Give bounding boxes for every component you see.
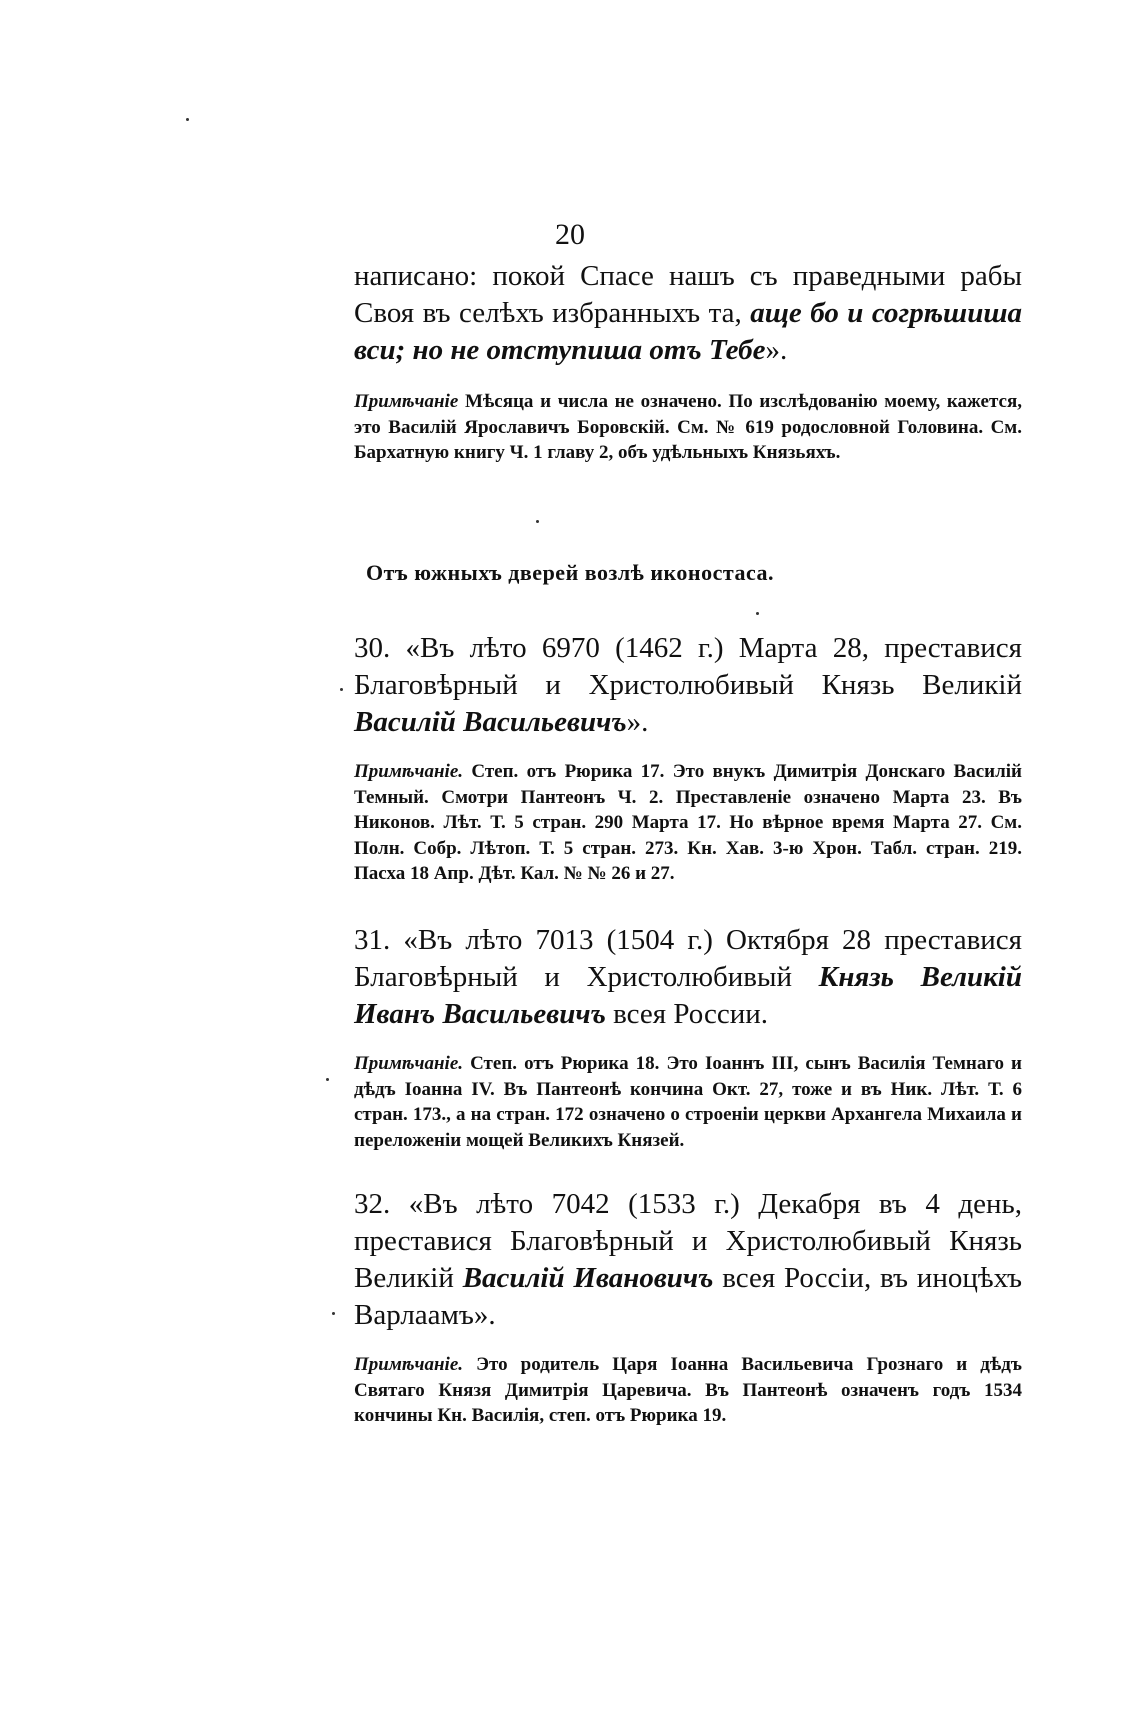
intro-text xyxy=(354,258,1022,369)
entry-32-text xyxy=(354,1186,1022,1334)
entry-30-end: ». xyxy=(626,706,649,738)
page-number: 20 xyxy=(555,218,585,251)
entry-30-note-label: Примѣчаніе. xyxy=(354,761,464,782)
entry-30-text-a: 30. «Въ лѣто 6970 (1462 г.) Марта 28, преставися Благовѣрный и Христолюбивый Князь Великій xyxy=(354,632,1022,701)
entry-31 xyxy=(354,922,1022,1153)
entry-31-text-a: 31. «Въ лѣто 7013 (1504 г.) Октября 28 преставися Благовѣрный и Христолюбивый xyxy=(354,924,1022,993)
entry-32-note-text: Это родитель Царя Іоанна Васильевича Грознаго и дѣдъ Святаго Князя Димитрія Царевича. Въ Пантеонѣ означенъ годъ 1534 кончины Кн. Василія, степ. отъ Рюрика 19. xyxy=(354,1354,1022,1426)
scan-speck xyxy=(536,520,539,523)
entry-30-text xyxy=(354,630,1022,741)
intro-block xyxy=(354,258,1022,466)
entry-32-note-label: Примѣчаніе. xyxy=(354,1354,464,1375)
intro-note xyxy=(354,389,1022,466)
scan-speck xyxy=(340,688,343,691)
entry-31-end: всея России. xyxy=(605,998,769,1030)
entry-32 xyxy=(354,1186,1022,1429)
scan-speck xyxy=(756,612,759,615)
entry-30-note xyxy=(354,759,1022,887)
entry-30 xyxy=(354,630,1022,887)
scan-speck xyxy=(186,118,189,121)
entry-32-italic: Василій Ивановичъ xyxy=(462,1262,714,1294)
entry-31-note-label: Примѣчаніе. xyxy=(354,1053,464,1074)
entry-31-text xyxy=(354,922,1022,1033)
entry-31-note-text: Степ. отъ Рюрика 18. Это Іоаннъ III, сынъ Василія Темнаго и дѣдъ Іоанна IV. Въ Пантеонѣ кончина Окт. 27, тоже и въ Ник. Лѣт. Т. 6 стран. 173., а на стран. 172 означено о строеніи церкви Архангела Михаила и переложеніи мощей Великихъ Князей. xyxy=(354,1053,1022,1151)
entry-30-italic: Василій Васильевичъ xyxy=(354,706,627,738)
intro-text-end: ». xyxy=(765,334,788,366)
entry-31-italic: Князь Великій Иванъ Васильевичъ xyxy=(354,961,1022,1030)
intro-text-italic: аще бо и согрѣшиша вси; но не отступиша отъ Тебе xyxy=(354,297,1023,366)
entry-30-note-text: Степ. отъ Рюрика 17. Это внукъ Димитрія Донскаго Василій Темный. Смотри Пантеонъ Ч. 2. Преставленіе означено Марта 23. Въ Никонов. Лѣт. Т. 5 стран. 290 Марта 17. Но вѣрное время Марта 27. См. Полн. Собр. Лѣтоп. Т. 5 стран. 273. Кн. Хав. 3-ю Хрон. Табл. стран. 219. Пасха 18 Апр. Дѣт. Кал. № № 26 и 27. xyxy=(354,761,1022,884)
intro-note-label: Примѣчаніе xyxy=(354,391,459,412)
intro-text-a: написано: покой Спасе нашъ съ праведными рабы Своя въ селѣхъ избранныхъ та, xyxy=(354,260,1022,329)
scan-speck xyxy=(326,1078,329,1081)
entry-32-mid: всея Россіи, въ иноцѣхъ Варлаамъ». xyxy=(354,1262,1022,1331)
entry-31-note xyxy=(354,1051,1022,1153)
section-heading: Отъ южныхъ дверей возлѣ иконостаса. xyxy=(366,560,774,585)
entry-32-note xyxy=(354,1352,1022,1429)
scan-speck xyxy=(332,1312,335,1315)
intro-note-text: Мѣсяца и числа не означено. По изслѣдованію моему, кажется, это Василій Ярославичъ Боровскій. См. № 619 родословной Головина. См. Бархатную книгу Ч. 1 главу 2, объ удѣльныхъ Князьяхъ. xyxy=(354,391,1022,463)
entry-32-text-a: 32. «Въ лѣто 7042 (1533 г.) Декабря въ 4 день, преставися Благовѣрный и Христолюбивый Князь Великій xyxy=(354,1188,1022,1294)
